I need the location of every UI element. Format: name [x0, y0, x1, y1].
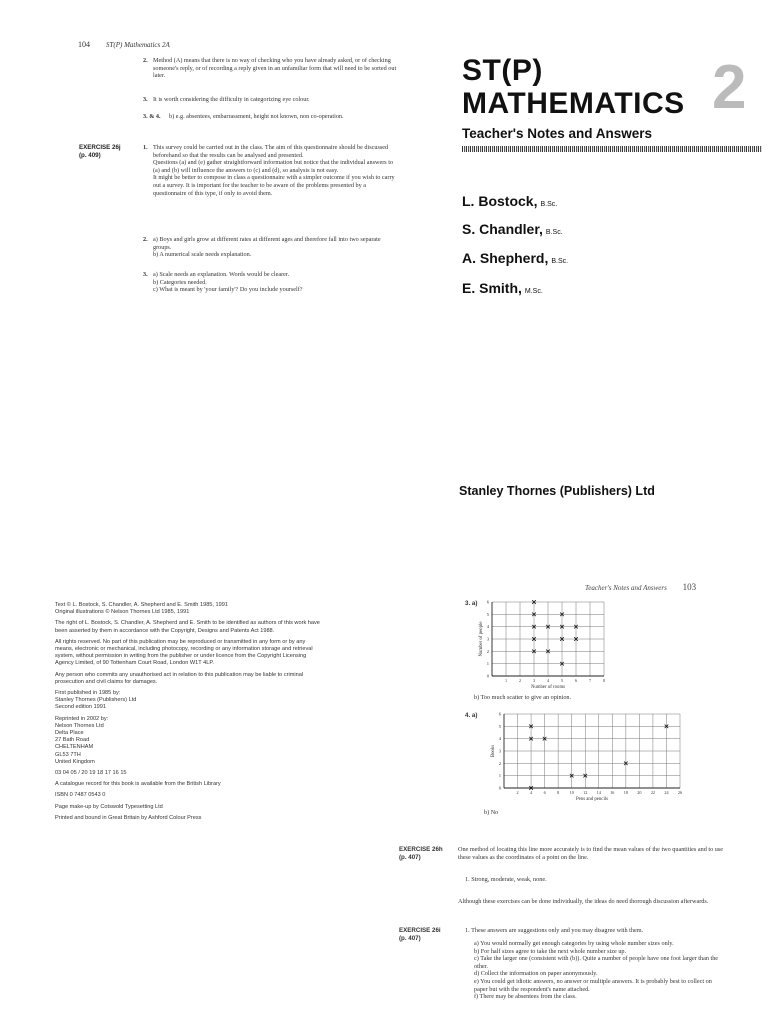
list-item: d) Collect the information on paper anonymously. — [474, 970, 598, 978]
q4b-answer: b) No — [484, 809, 499, 816]
copyright-line: Stanley Thornes (Publishers) Ltd — [55, 697, 137, 704]
running-title: ST(P) Mathematics 2A — [106, 41, 170, 49]
x-tick-label: 6 — [574, 678, 578, 683]
author-3: A. Shepherd, B.Sc. — [462, 250, 569, 266]
y-tick-label: 4 — [486, 624, 489, 630]
exercise-26h-label: EXERCISE 26h (p. 407) — [399, 846, 443, 861]
exercise-26j-label: EXERCISE 26j (p. 409) — [79, 144, 121, 159]
x-tick-label: 14 — [596, 790, 601, 795]
page-number: 103 — [682, 582, 697, 592]
list-item: c) Take the larger one (consistent with (b)). Quite a number of people have one foot larger than the other. — [474, 955, 719, 970]
exercise-26j-item-3: 3. a) Scale needs an explanation. Words would be clearer. b) Categories needed. c) What is meant by 'your family'? Do you include yourself? — [143, 271, 303, 294]
x-tick-label: 12 — [583, 790, 588, 795]
item-text: It is worth considering the difficulty in categorizing eye colour. — [153, 96, 310, 103]
exercise-26i-label: EXERCISE 26i (p. 407) — [399, 927, 441, 942]
q4a-label: 4. a) — [465, 712, 478, 719]
x-tick-label: 8 — [602, 678, 606, 683]
copyright-line: ISBN 0 7487 0543 0 — [55, 792, 106, 799]
x-tick-label: 2 — [516, 790, 519, 795]
y-tick-label: 1 — [486, 661, 489, 667]
copyright-line: Text © L. Bostock, S. Chandler, A. Shepherd and E. Smith 1985, 1991 — [55, 602, 228, 608]
y-tick-label: 6 — [498, 711, 501, 717]
copyright-line: GL53 7TH — [55, 751, 81, 758]
copyright-line: 03 04 05 / 20 19 18 17 16 15 — [55, 770, 127, 777]
x-tick-label: 5 — [560, 678, 564, 683]
copyright-block — [55, 602, 325, 822]
y-tick-label: 5 — [486, 611, 489, 617]
cover-subtitle: Teacher's Notes and Answers — [462, 126, 653, 141]
x-tick-label: 7 — [588, 678, 592, 683]
copyright-line: Nelson Thornes Ltd — [55, 722, 104, 729]
running-title: Teacher's Notes and Answers — [585, 584, 667, 592]
x-axis-label: Number of rooms — [530, 685, 566, 690]
publisher: Stanley Thornes (Publishers) Ltd — [459, 484, 655, 498]
x-tick-label: 24 — [664, 790, 669, 795]
list-item: f) There may be absentees from the class. — [474, 993, 577, 1001]
y-tick-label: 6 — [486, 599, 489, 605]
scatter-chart-books — [474, 710, 690, 806]
x-tick-label: 16 — [610, 790, 615, 795]
copyright-line: Second edition 1991 — [55, 704, 107, 711]
x-tick-label: 22 — [650, 790, 656, 795]
copyright-line: CHELTENHAM — [55, 744, 94, 751]
copyright-line: Page make-up by Cotswold Typesetting Ltd — [55, 803, 163, 810]
x-tick-label: 1 — [504, 678, 508, 683]
y-tick-label: 0 — [486, 673, 489, 679]
decorative-band — [462, 146, 762, 152]
y-tick-label: 2 — [498, 760, 501, 766]
y-tick-label: 5 — [498, 723, 501, 729]
x-tick-label: 10 — [569, 790, 574, 795]
x-tick-label: 4 — [546, 678, 550, 683]
copyright-line: Printed and bound in Great Britain by Ashford Colour Press — [55, 814, 202, 821]
y-tick-label: 4 — [498, 736, 501, 742]
scatter-chart-rooms — [474, 598, 614, 694]
x-tick-label: 18 — [623, 790, 628, 795]
y-tick-label: 2 — [486, 648, 489, 654]
x-tick-label: 4 — [530, 790, 533, 795]
list-item: a) You would normally get enough categories by using whole number sizes only. — [474, 940, 674, 947]
copyright-line: United Kingdom — [55, 758, 95, 765]
copyright-line: Reprinted in 2002 by: — [55, 715, 109, 722]
item-text: Method (A) means that there is no way of checking who you have already asked, or of checking someone's reply, or of recording a reply given in an unfamiliar form that will need to be sorted out later. — [153, 57, 397, 80]
exercise-26h-text: One method of locating this line more accurately is to find the mean values of the two quantities and to use these values as the coordinates of a point on the line. — [458, 846, 723, 861]
x-tick-label: 8 — [557, 790, 560, 795]
exercise-26i-item-1: 1. These answers are suggestions only and you may disagree with them. — [465, 927, 644, 934]
item-3-4: 3. & 4. b) e.g. absentees, embarrassment, height not known, non co-operation. — [143, 113, 344, 120]
copyright-line: A catalogue record for this book is available from the British Library — [55, 781, 221, 788]
y-axis-label: Books — [491, 744, 496, 758]
x-axis-label: Pens and pencils — [576, 797, 608, 802]
exercise-26j-item-2: 2. a) Boys and girls grow at different rates at different ages and therefore fall into two separate groups. b) A numerical scale needs explanation. — [143, 236, 381, 259]
copyright-line: First published in 1985 by: — [55, 690, 121, 697]
x-tick-label: 3 — [532, 678, 536, 683]
list-item: b) For half sizes agree to take the next whole number size up. — [474, 947, 627, 955]
y-axis-label: Number of people — [479, 621, 484, 657]
y-tick-label: 1 — [498, 773, 501, 779]
page-header-right — [585, 582, 696, 592]
x-tick-label: 2 — [518, 678, 522, 683]
q3a-label: 3. a) — [465, 600, 478, 607]
y-tick-label: 0 — [498, 785, 501, 791]
copyright-line: Any person who commits any unauthorised act in relation to this publication may be liable to criminal prosecution and civil claims for damages. — [55, 671, 304, 685]
x-tick-label: 26 — [677, 790, 683, 795]
author-2: S. Chandler, B.Sc. — [462, 221, 563, 237]
q3b-answer: b) Too much scatter to give an opinion. — [474, 694, 572, 701]
exercise-26h-note: Although these exercises can be done individually, the ideas do need thorough discussion afterwards. — [458, 898, 709, 905]
cover-title: ST(P) MATHEMATICS — [462, 54, 685, 120]
author-4: E. Smith, M.Sc. — [462, 280, 543, 296]
copyright-line: Original illustrations © Nelson Thornes Ltd 1985, 1991 — [55, 609, 190, 616]
list-item: e) You could get idiotic answers, no answer or multiple answers. It is probably best to collect on paper but with the respondent's name attached. — [474, 977, 712, 993]
copyright-line: The right of L. Bostock, S. Chandler, A. Shepherd and E. Smith to be identified as authors of this work have been asserted by them in accordance with the Copyright, Designs and Patents Act 1988. — [55, 620, 320, 634]
copyright-lines — [55, 602, 325, 822]
x-tick-label: 20 — [637, 790, 642, 795]
y-tick-label: 3 — [498, 748, 501, 754]
item-2: 2. Method (A) means that there is no way of checking who you have already asked, or of checking someone's reply, or of recording a reply given in an unfamiliar form that will need to be sorted out later. — [143, 57, 397, 80]
y-tick-label: 3 — [486, 636, 489, 642]
exercise-26i-subitems — [474, 940, 724, 1001]
page-header — [78, 40, 170, 49]
volume-badge: 2 — [712, 53, 747, 122]
page-number: 104 — [78, 40, 90, 49]
item-3: 3. It is worth considering the difficulty in categorizing eye colour. — [143, 96, 310, 103]
exercise-26h-item-1: 1. Strong, moderate, weak, none. — [465, 876, 547, 883]
x-tick-label: 6 — [543, 790, 546, 795]
copyright-line: Delta Place — [55, 730, 84, 737]
copyright-line: All rights reserved. No part of this publication may be reproduced or transmitted in any form or by any means, electronic or mechanical, including photocopy, recording or any information storage and retrieval system, without permission in writing from the publisher or under licence from the Copyright Licensing Agency Limited, of 90 Tottenham Court Road, London W1T 4LP. — [55, 638, 313, 667]
item-text: b) e.g. absentees, embarrassment, height not known, non co-operation. — [169, 113, 344, 120]
author-1: L. Bostock, B.Sc. — [462, 193, 558, 209]
copyright-line: 27 Bath Road — [55, 737, 90, 744]
exercise-26j-item-1: 1. This survey could be carried out in the class. The aim of this questionnaire should be discussed beforehand so that the results can be analysed and presented. Questions (a) and (e) gather straightforward information but notice that the individual answers to (a) and (b) will influence the answers to (c) and (d), so analysis is not easy. It might be better to compose in class a questionnaire with a simpler outcome if you wish to carry out a survey. It is important for the teacher to be aware of the problems presented by a questionnaire of this type, if only to avoid them. — [143, 144, 395, 197]
